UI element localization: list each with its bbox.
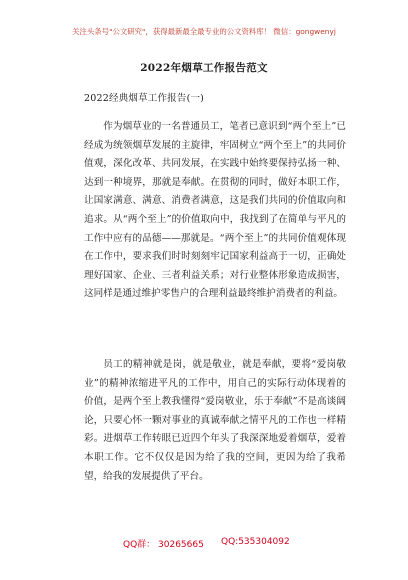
document-title: 2022年烟草工作报告范文 bbox=[140, 62, 268, 74]
footer-qq-number: QQ:535304092 bbox=[221, 537, 290, 547]
body-paragraph-1: 作为烟草业的一名普通员工，笔者已意识到“两个至上”已经成为统领烟草发展的主旋律，牢固树立“两个至上”的共同价值观，深化改革、共同发展，在实践中始终要保持弘扬一种、达到一种境界，那就是奉献。在贯彻的同时，做好本职工作，让国家满意、满意、消费者满意，这是我们共同的价值取向和追求。从“两个至上”的价值取向中，我找到了在简单与平凡的工作中应有的品德——那就是。“两个至上”的共同价值观体现在工作中，要求我们时时刻刻牢记国家利益高于一切，正确处理好国家、企业、三者利益关系；对行业整体形象造成损害，这同样是通过维护零售户的合理利益最终维护消费者的利益。 bbox=[84, 121, 346, 300]
body-paragraph-2: 员工的精神就是岗，就是敬业，就是奉献，要将“爱岗敬业”的精神浓缩进平凡的工作中，用自己的实际行动体现着的价值，是两个至上教我懂得“爱岗敬业，乐于奉献”不是高谈阔论，只要心怀一颗对事业的真诚奉献之情平凡的工作也一样精彩。进烟草工作转眼已近四个年头了我深深地爱着烟草，爱着本职工作。它不仅仅是因为给了我的空间，更因为给了我希望，给我的发展提供了平台。 bbox=[84, 359, 346, 482]
header-banner: 关注头条号"公文研究"，获得最新最全最专业的公文资料库！ 微信：gongwenyj bbox=[72, 27, 336, 36]
document-subtitle: 2022经典烟草工作报告(一) bbox=[84, 93, 205, 104]
footer-qq-group: QQ群： 30265665 bbox=[123, 540, 204, 550]
